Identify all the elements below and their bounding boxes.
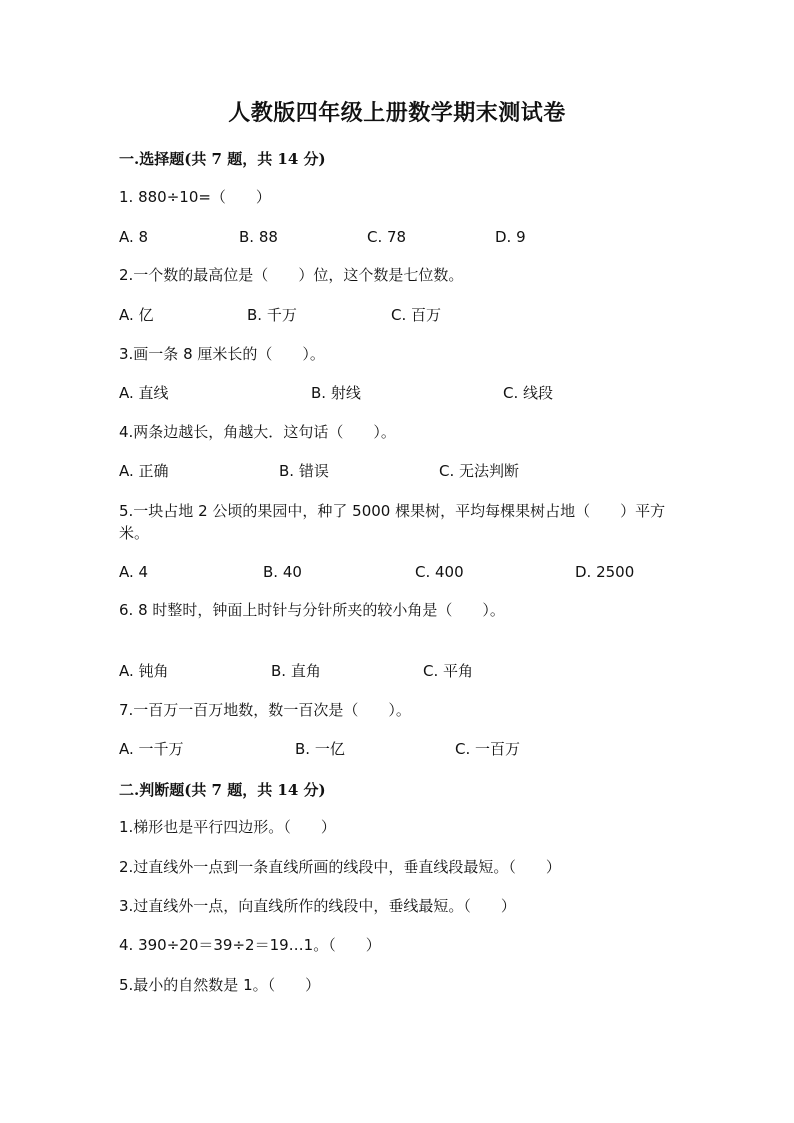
option-a: A. 直线 (119, 384, 169, 402)
question-text: 4.两条边越长，角越大．这句话（ ）。 (119, 423, 396, 441)
question-text: 1.梯形也是平行四边形。（ ） (119, 818, 336, 836)
option-a: A. 钝角 (119, 662, 169, 680)
option-c: C. 平角 (423, 662, 474, 680)
option-c: C. 一百万 (455, 740, 521, 758)
option-a: A. 8 (119, 228, 149, 246)
option-a: A. 亿 (119, 306, 154, 324)
question-text: 7.一百万一百万地数，数一百次是（ ）。 (119, 701, 411, 719)
option-a: A. 4 (119, 563, 149, 581)
question-text: 4. 390÷20＝39÷2＝19…1。（ ） (119, 936, 381, 954)
option-b: B. 88 (239, 228, 278, 246)
option-b: B. 40 (263, 563, 302, 581)
option-a: A. 一千万 (119, 740, 184, 758)
question-text: 1. 880÷10=（ ） (119, 188, 271, 206)
option-c: C. 400 (415, 563, 464, 581)
option-b: B. 错误 (279, 462, 329, 480)
option-b: B. 射线 (311, 384, 361, 402)
question-text: 2.一个数的最高位是（ ）位，这个数是七位数。 (119, 266, 464, 284)
option-c: C. 无法判断 (439, 462, 520, 480)
page-title: 人教版四年级上册数学期末测试卷 (228, 100, 566, 126)
option-c: C. 百万 (391, 306, 442, 324)
question-text: 5.一块占地 2 公顷的果园中，种了 5000 棵果树，平均每棵果树占地（ ）平方米。 (119, 502, 666, 542)
question-text: 5.最小的自然数是 1。（ ） (119, 976, 321, 994)
option-b: B. 直角 (271, 662, 321, 680)
option-a: A. 正确 (119, 462, 169, 480)
section-heading-choice: 一.选择题(共 7 题，共 14 分) (119, 150, 326, 168)
section-heading-true-false: 二.判断题(共 7 题，共 14 分) (119, 781, 326, 799)
question-text: 6. 8 时整时，钟面上时针与分针所夹的较小角是（ ）。 (119, 601, 505, 619)
option-c: C. 线段 (503, 384, 554, 402)
question-text: 3.画一条 8 厘米长的（ ）。 (119, 345, 325, 363)
option-d: D. 9 (495, 228, 526, 246)
option-c: C. 78 (367, 228, 407, 246)
option-b: B. 千万 (247, 306, 297, 324)
option-d: D. 2500 (575, 563, 635, 581)
question-text: 2.过直线外一点到一条直线所画的线段中，垂直线段最短。（ ） (119, 858, 561, 876)
option-b: B. 一亿 (295, 740, 345, 758)
question-text: 3.过直线外一点，向直线所作的线段中，垂线最短。（ ） (119, 897, 516, 915)
